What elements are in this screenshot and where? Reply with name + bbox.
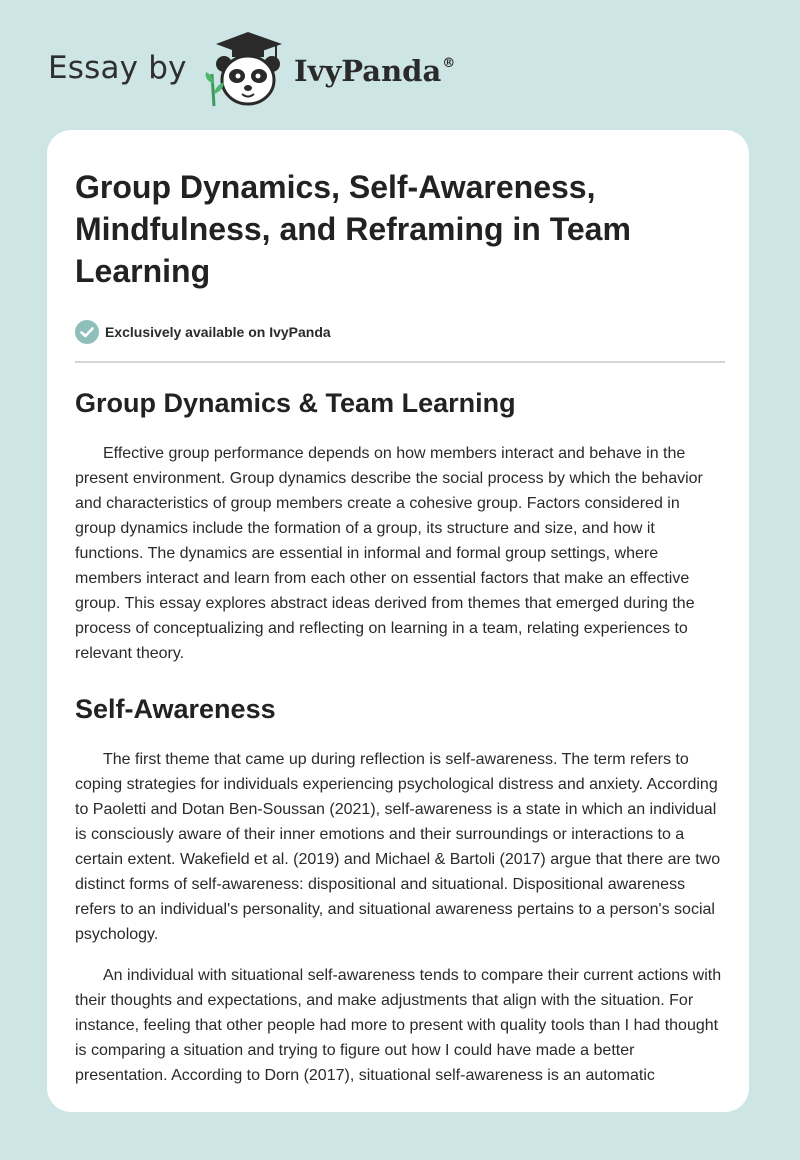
section-self-awareness [75,692,725,1088]
essay-content [75,166,725,1088]
section-group-dynamics [75,386,725,666]
section-heading: Group Dynamics & Team Learning [75,388,516,418]
body-paragraph: Effective group performance depends on how members interact and behave in the present environment. Group dynamics describe the social process by which the behavior and characteristics of group members create a cohesive group. Factors considered in group dynamics include the formation of a group, its structure and size, and how it functions. The dynamics are essential in informal and formal group settings, where members interact and learn from each other on essential factors that make an effective group. This essay explores abstract ideas derived from themes that emerged during the process of conceptualizing and reflecting on learning in a team, relating experiences to relevant theory. [75,445,703,662]
brand-name: IvyPanda® [294,54,456,88]
panda-graduate-logo-icon[interactable] [202,30,294,108]
title-divider [75,361,725,363]
registered-mark: ® [442,56,456,71]
page-title: Group Dynamics, Self-Awareness, Mindfulness, and Reframing in Team Learning [75,169,631,289]
essay-card [47,130,749,1112]
badge-label: Exclusively available on IvyPanda [105,324,331,340]
body-paragraph: An individual with situational self-awareness tends to compare their current actions with their thoughts and expectations, and make adjustments that align with the situation. For instance, feeling that other people had more to present with quality tools than I had thought is comparing a situation and trying to figure out how I could have made a better presentation. According to Dorn (2017), situational self-awareness is an automatic [75,967,722,1084]
body-paragraph: The first theme that came up during reflection is self-awareness. The term refers to coping strategies for individuals experiencing psychological distress and anxiety. According to Paoletti and Dotan Ben-Soussan (2021), self-awareness is a state in which an individual is consciously aware of their inner emotions and their surroundings or interactions to a certain extent. Wakefield et al. (2019) and Michael & Bartoli (2017) argue that there are two distinct forms of self-awareness: dispositional and situational. Dispositional awareness refers to an individual's personality, and situational awareness pertains to a person's social psychology. [75,751,721,943]
check-circle-icon [75,320,99,344]
brand-prefix: Essay by [48,50,187,86]
exclusive-badge [75,318,725,346]
section-heading: Self-Awareness [75,694,276,724]
site-header [48,30,528,120]
